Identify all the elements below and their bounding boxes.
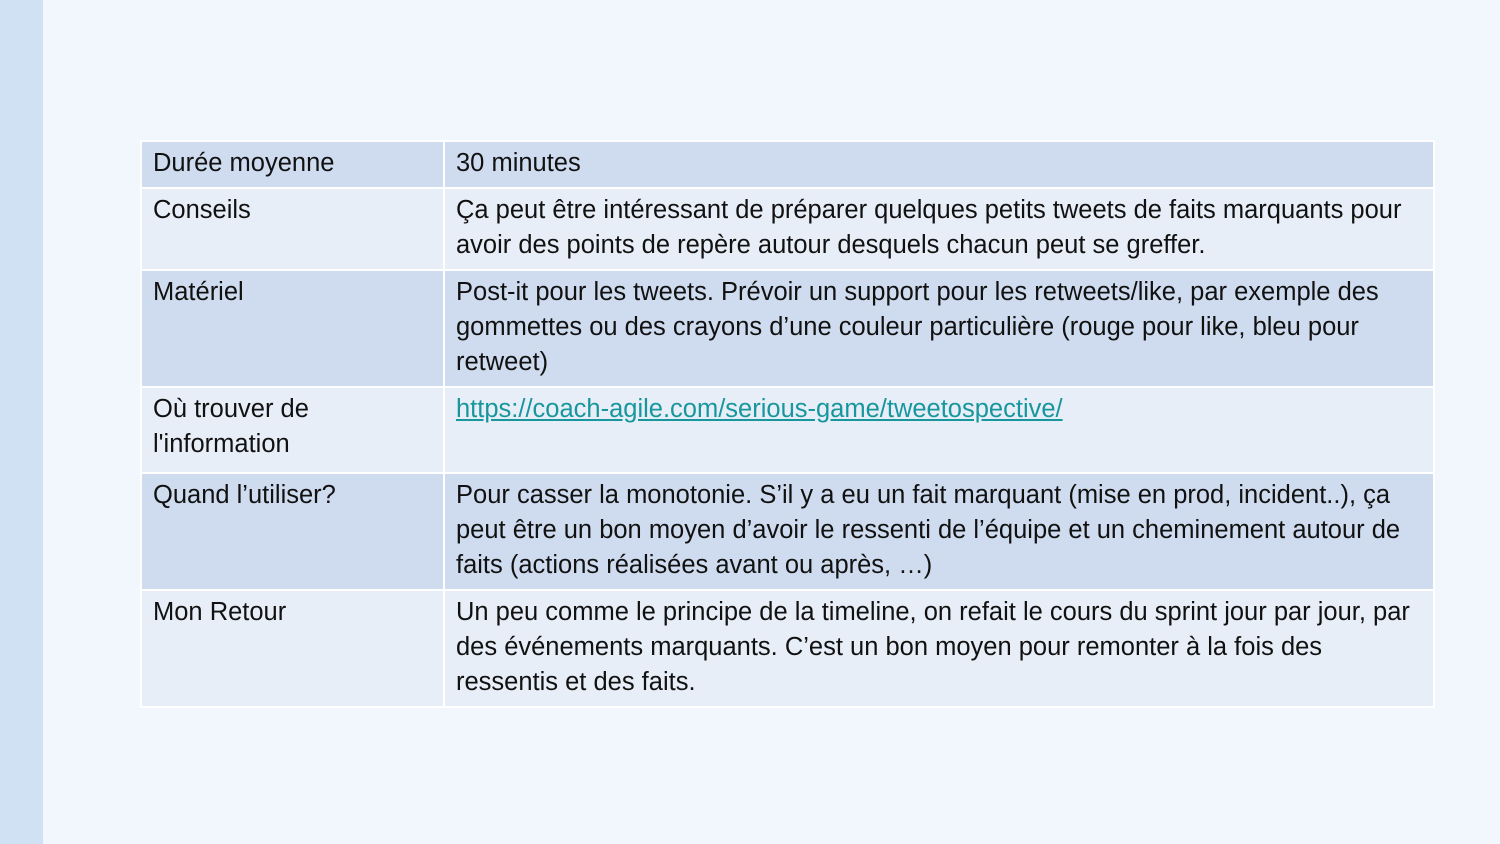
row-label: Durée moyenne (141, 141, 444, 188)
row-value (444, 387, 1434, 473)
info-link[interactable]: https://coach-agile.com/serious-game/tweetospective/ (456, 395, 1063, 423)
row-value: Un peu comme le principe de la timeline, on refait le cours du sprint jour par jour, par des événements marquants. C’est un bon moyen pour remonter à la fois des ressentis et des faits. (444, 590, 1434, 707)
row-label: Où trouver de l'information (141, 387, 444, 473)
row-value: Ça peut être intéressant de préparer quelques petits tweets de faits marquants pour avoir des points de repère autour desquels chacun peut se greffer. (444, 188, 1434, 270)
row-label: Matériel (141, 270, 444, 387)
table-row-information (141, 387, 1434, 473)
table-row-quand (141, 473, 1434, 590)
row-value: Post-it pour les tweets. Prévoir un support pour les retweets/like, par exemple des gommettes ou des crayons d’une couleur particulière (rouge pour like, bleu pour retweet) (444, 270, 1434, 387)
table-row-conseils (141, 188, 1434, 270)
row-label: Mon Retour (141, 590, 444, 707)
row-value: Pour casser la monotonie. S’il y a eu un fait marquant (mise en prod, incident..), ça peut être un bon moyen d’avoir le ressenti de l’équipe et un cheminement autour de faits (actions réalisées avant ou après, …) (444, 473, 1434, 590)
left-accent-bar (0, 0, 43, 844)
table-row-duree (141, 141, 1434, 188)
table-row-retour (141, 590, 1434, 707)
row-label: Conseils (141, 188, 444, 270)
table-row-materiel (141, 270, 1434, 387)
row-label: Quand l’utiliser? (141, 473, 444, 590)
row-value: 30 minutes (444, 141, 1434, 188)
info-table (140, 140, 1435, 708)
